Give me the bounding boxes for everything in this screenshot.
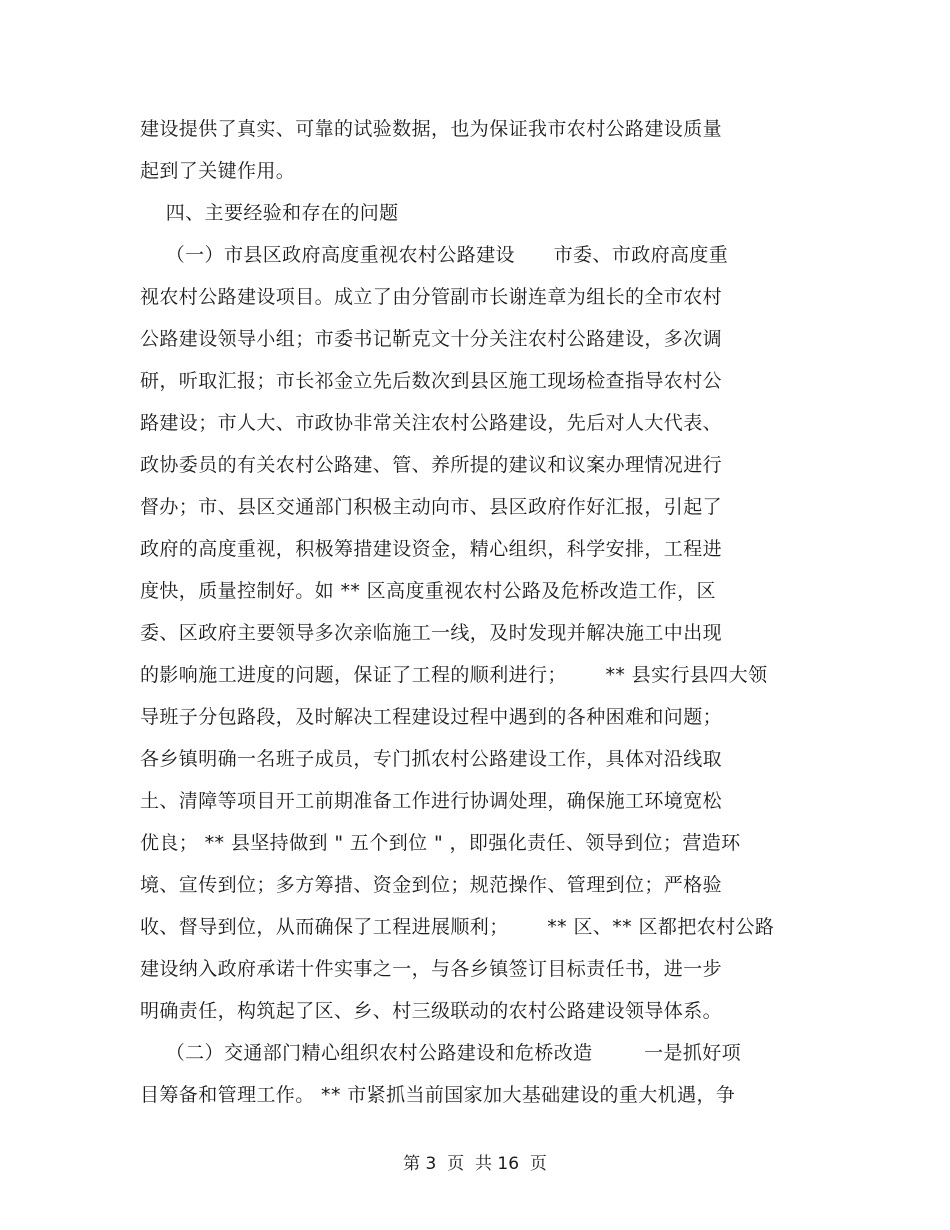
text-line: 公路建设领导小组；市委书记靳克文十分关注农村公路建设，多次调 (140, 328, 723, 350)
text-line: 委、区政府主要领导多次亲临施工一线，及时发现并解决施工中出现 (140, 622, 723, 644)
text-line: 度快，质量控制好。如 ** 区高度重视农村公路及危桥改造工作，区 (140, 580, 716, 602)
text-line: 政府的高度重视，积极筹措建设资金，精心组织，科学安排，工程进 (140, 538, 723, 560)
text-line: 境、宣传到位；多方筹措、资金到位；规范操作、管理到位；严格验 (140, 874, 723, 896)
text-line: 督办；市、县区交通部门积极主动向市、县区政府作好汇报，引起了 (140, 496, 723, 518)
text-line: （二）交通部门精心组织农村公路建设和危桥改造 一是抓好项 (140, 1042, 742, 1064)
text-line: 收、督导到位，从而确保了工程进展顺利； ** 区、** 区都把农村公路 (140, 916, 775, 938)
text-line: 视农村公路建设项目。成立了由分管副市长谢连章为组长的全市农村 (140, 286, 723, 308)
text-line: 建设纳入政府承诺十件实事之一，与各乡镇签订目标责任书，进一步 (140, 958, 723, 980)
text-line: 目筹备和管理工作。 ** 市紧抓当前国家加大基础建设的重大机遇，争 (140, 1084, 736, 1106)
text-line: 建设提供了真实、可靠的试验数据，也为保证我市农村公路建设质量 (140, 118, 723, 140)
text-line: （一）市县区政府高度重视农村公路建设 市委、市政府高度重 (140, 244, 729, 266)
text-line: 政协委员的有关农村公路建、管、养所提的建议和议案办理情况进行 (140, 454, 723, 476)
text-line: 明确责任，构筑起了区、乡、村三级联动的农村公路建设领导体系。 (140, 1000, 723, 1022)
text-line: 各乡镇明确一名班子成员，专门抓农村公路建设工作，具体对沿线取 (140, 748, 723, 770)
text-line: 起到了关键作用。 (140, 160, 296, 182)
text-line: 的影响施工进度的问题，保证了工程的顺利进行； ** 县实行县四大领 (140, 664, 768, 686)
text-line: 研，听取汇报；市长祁金立先后数次到县区施工现场检查指导农村公 (140, 370, 723, 392)
text-line: 土、清障等项目开工前期准备工作进行协调处理，确保施工环境宽松 (140, 790, 723, 812)
text-line: 优良； ** 县坚持做到 " 五个到位 " ，即强化责任、领导到位；营造环 (140, 832, 741, 854)
section-heading: 四、主要经验和存在的问题 (140, 202, 399, 224)
text-line: 路建设；市人大、市政协非常关注农村公路建设，先后对人大代表、 (140, 412, 723, 434)
text-line: 导班子分包路段，及时解决工程建设过程中遇到的各种困难和问题； (140, 706, 723, 728)
page-number-footer: 第 3 页 共 16 页 (403, 1154, 547, 1174)
